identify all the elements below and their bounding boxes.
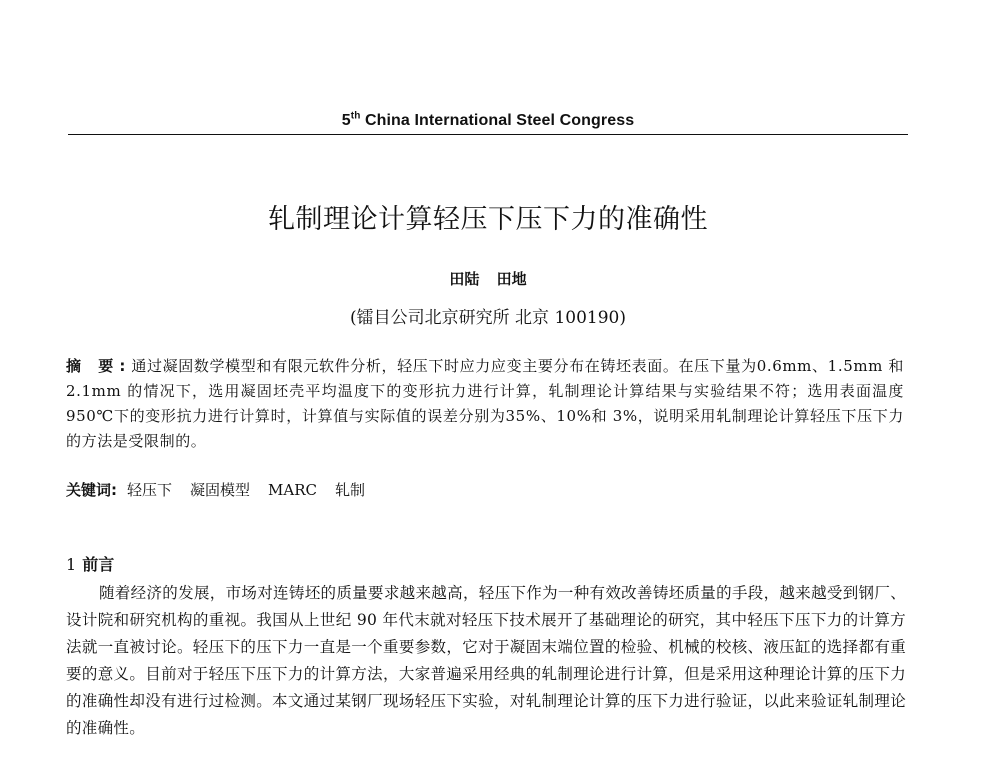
keywords-label: 关键词: (66, 481, 117, 499)
section-title: 前言 (82, 555, 115, 574)
keywords (66, 478, 904, 502)
header-superscript: th (350, 110, 361, 122)
section-body-text: 随着经济的发展，市场对连铸坯的质量要求越来越高，轻压下作为一种有效改善铸坯质量的手段，越来越受到钢厂、设计院和研究机构的重视。我国从上世纪 90 年代末就对轻压下技术展开了基础理论的研究，其中轻压下压下力的计算方法就一直被讨论。轻压下的压下力一直是一个重要参数，它对于凝固末端位置的检验、机械的校核、液压缸的选择都有重要的意义。目前对于轻压下压下力的计算方法，大家普遍采用经典的轧制理论进行计算，但是采用这种理论计算的压下力的准确性却没有进行过检测。本文通过某钢厂现场轻压下实验，对轧制理论计算的压下力进行验证，以此来验证轧制理论的准确性。 (66, 584, 906, 737)
header-ordinal: 5 (341, 112, 351, 129)
keyword-item: MARC (268, 481, 317, 499)
section-number: 1 (66, 555, 77, 574)
section-heading (66, 553, 904, 577)
paper-title: 轧制理论计算轻压下压下力的准确性 (268, 204, 708, 235)
keyword-item: 轻压下 (127, 481, 173, 499)
keyword-item: 凝固模型 (190, 481, 251, 499)
abstract-text: 通过凝固数学模型和有限元软件分析，轻压下时应力应变主要分布在铸坯表面。在压下量为0.6mm、1.5mm 和 2.1mm 的情况下，选用凝固坯壳平均温度下的变形抗力进行计算，轧制理论计算结果与实验结果不符；选用表面温度 950℃下的变形抗力进行计算时，计算值与实际值的误差分别为35%、10%和 3%，说明采用轧制理论计算轻压下压下力的方法是受限制的。 (66, 357, 904, 450)
abstract (66, 354, 904, 454)
header-rule (68, 134, 908, 135)
paper-affiliation: (镭目公司北京研究所 北京 100190) (350, 308, 626, 328)
abstract-label: 摘 要: (66, 357, 132, 375)
header-congress-name: China International Steel Congress (360, 112, 635, 129)
paper-authors: 田陆 田地 (449, 270, 527, 288)
running-header (68, 111, 908, 131)
keyword-item: 轧制 (335, 481, 366, 499)
